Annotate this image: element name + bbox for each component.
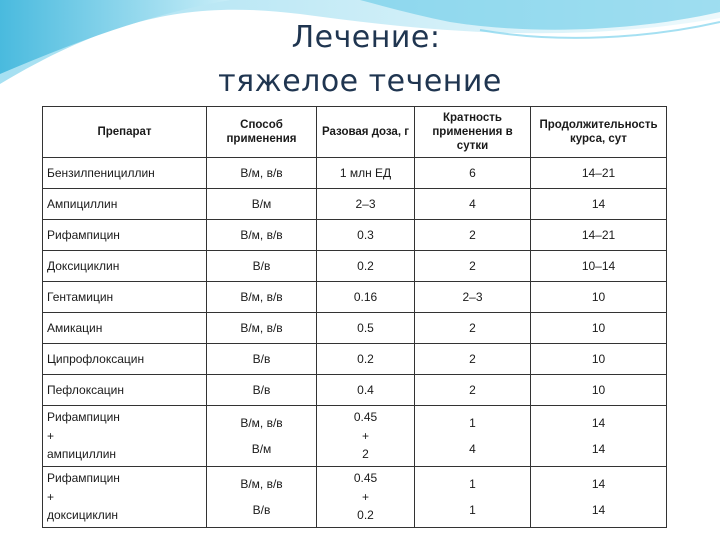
- treatment-table: [42, 106, 667, 528]
- cell-route: В/м, в/в: [207, 313, 317, 344]
- cell-duration: 10: [531, 282, 667, 313]
- cell-route: В/в: [207, 344, 317, 375]
- combo-freq-1: 1: [469, 476, 476, 491]
- table-row: [43, 282, 667, 313]
- combo-plus: +: [47, 428, 55, 443]
- table-row: [43, 375, 667, 406]
- cell-duration: 10: [531, 313, 667, 344]
- cell-dose: 0.4: [317, 375, 415, 406]
- cell-duration: 10–14: [531, 251, 667, 282]
- cell-dose: 2–3: [317, 189, 415, 220]
- cell-drug: Ципрофлоксацин: [43, 344, 207, 375]
- combo-dose-plus: +: [361, 428, 369, 443]
- cell-dose-combination: [317, 467, 415, 528]
- table-row: [43, 344, 667, 375]
- cell-route: В/м: [207, 189, 317, 220]
- cell-frequency: 2–3: [415, 282, 531, 313]
- cell-dose: 1 млн ЕД: [317, 158, 415, 189]
- combo-freq-1: 1: [469, 415, 476, 430]
- combo-dose-2: 2: [362, 447, 369, 461]
- combo-dose-1: 0.45: [353, 471, 378, 485]
- cell-drug: Пефлоксацин: [43, 375, 207, 406]
- combo-route-1: В/м, в/в: [240, 415, 283, 430]
- cell-frequency: 4: [415, 189, 531, 220]
- cell-frequency: 6: [415, 158, 531, 189]
- cell-duration: 14–21: [531, 158, 667, 189]
- cell-frequency: 2: [415, 375, 531, 406]
- combo-dose-plus: +: [361, 489, 369, 504]
- table-row: [43, 251, 667, 282]
- combo-plus: +: [47, 489, 55, 504]
- combo-dur-2: 14: [591, 502, 606, 517]
- cell-frequency: 2: [415, 251, 531, 282]
- column-header-frequency: Кратность применения в сутки: [415, 107, 531, 158]
- column-header-route: Способ применения: [207, 107, 317, 158]
- cell-route: В/в: [207, 375, 317, 406]
- cell-duration: 10: [531, 375, 667, 406]
- cell-route: В/м, в/в: [207, 220, 317, 251]
- combo-freq-2: 4: [469, 441, 476, 456]
- combo-drug-1: Рифампицин: [47, 471, 120, 485]
- cell-drug-combination: [43, 467, 207, 528]
- cell-dose: 0.2: [317, 251, 415, 282]
- combo-drug-1: Рифампицин: [47, 410, 120, 424]
- cell-frequency: 2: [415, 220, 531, 251]
- combo-route-1: В/м, в/в: [240, 476, 283, 491]
- cell-duration-combination: [531, 467, 667, 528]
- column-header-dose: Разовая доза, г: [317, 107, 415, 158]
- combo-dur-1: 14: [591, 476, 606, 491]
- cell-drug: Бензилпенициллин: [43, 158, 207, 189]
- combo-dose-1: 0.45: [353, 410, 378, 424]
- cell-dose: 0.5: [317, 313, 415, 344]
- cell-dose: 0.3: [317, 220, 415, 251]
- combo-freq-2: 1: [469, 502, 476, 517]
- cell-dose: 0.16: [317, 282, 415, 313]
- cell-frequency: 2: [415, 344, 531, 375]
- cell-route: В/в: [207, 251, 317, 282]
- combo-drug-2: доксициклин: [47, 508, 119, 522]
- table-row: [43, 220, 667, 251]
- combo-dose-2: 0.2: [357, 508, 374, 522]
- column-header-drug: Препарат: [43, 107, 207, 158]
- table-row-combination: [43, 467, 667, 528]
- cell-drug: Рифампицин: [43, 220, 207, 251]
- column-header-duration: Продолжительность курса, сут: [531, 107, 667, 158]
- cell-drug-combination: [43, 406, 207, 467]
- combo-drug-2: ампициллин: [47, 447, 117, 461]
- title-line-2: тяжелое течение: [218, 64, 502, 99]
- cell-drug: Доксициклин: [43, 251, 207, 282]
- cell-route: В/м, в/в: [207, 282, 317, 313]
- title-line-1: Лечение:: [291, 20, 441, 55]
- cell-dose-combination: [317, 406, 415, 467]
- table-row-combination: [43, 406, 667, 467]
- cell-drug: Гентамицин: [43, 282, 207, 313]
- table-header-row: [43, 107, 667, 158]
- cell-frequency: 2: [415, 313, 531, 344]
- combo-route-2: В/м: [251, 441, 272, 456]
- cell-route: В/м, в/в: [207, 158, 317, 189]
- table-row: [43, 189, 667, 220]
- cell-frequency-combination: [415, 467, 531, 528]
- combo-dur-1: 14: [591, 415, 606, 430]
- cell-dose: 0.2: [317, 344, 415, 375]
- table-row: [43, 158, 667, 189]
- cell-duration: 14–21: [531, 220, 667, 251]
- combo-route-2: В/в: [252, 502, 271, 517]
- combo-dur-2: 14: [591, 441, 606, 456]
- cell-drug: Амикацин: [43, 313, 207, 344]
- cell-drug: Ампициллин: [43, 189, 207, 220]
- cell-route-combination: [207, 467, 317, 528]
- table-row: [43, 313, 667, 344]
- cell-duration: 10: [531, 344, 667, 375]
- cell-duration-combination: [531, 406, 667, 467]
- cell-frequency-combination: [415, 406, 531, 467]
- cell-duration: 14: [531, 189, 667, 220]
- cell-route-combination: [207, 406, 317, 467]
